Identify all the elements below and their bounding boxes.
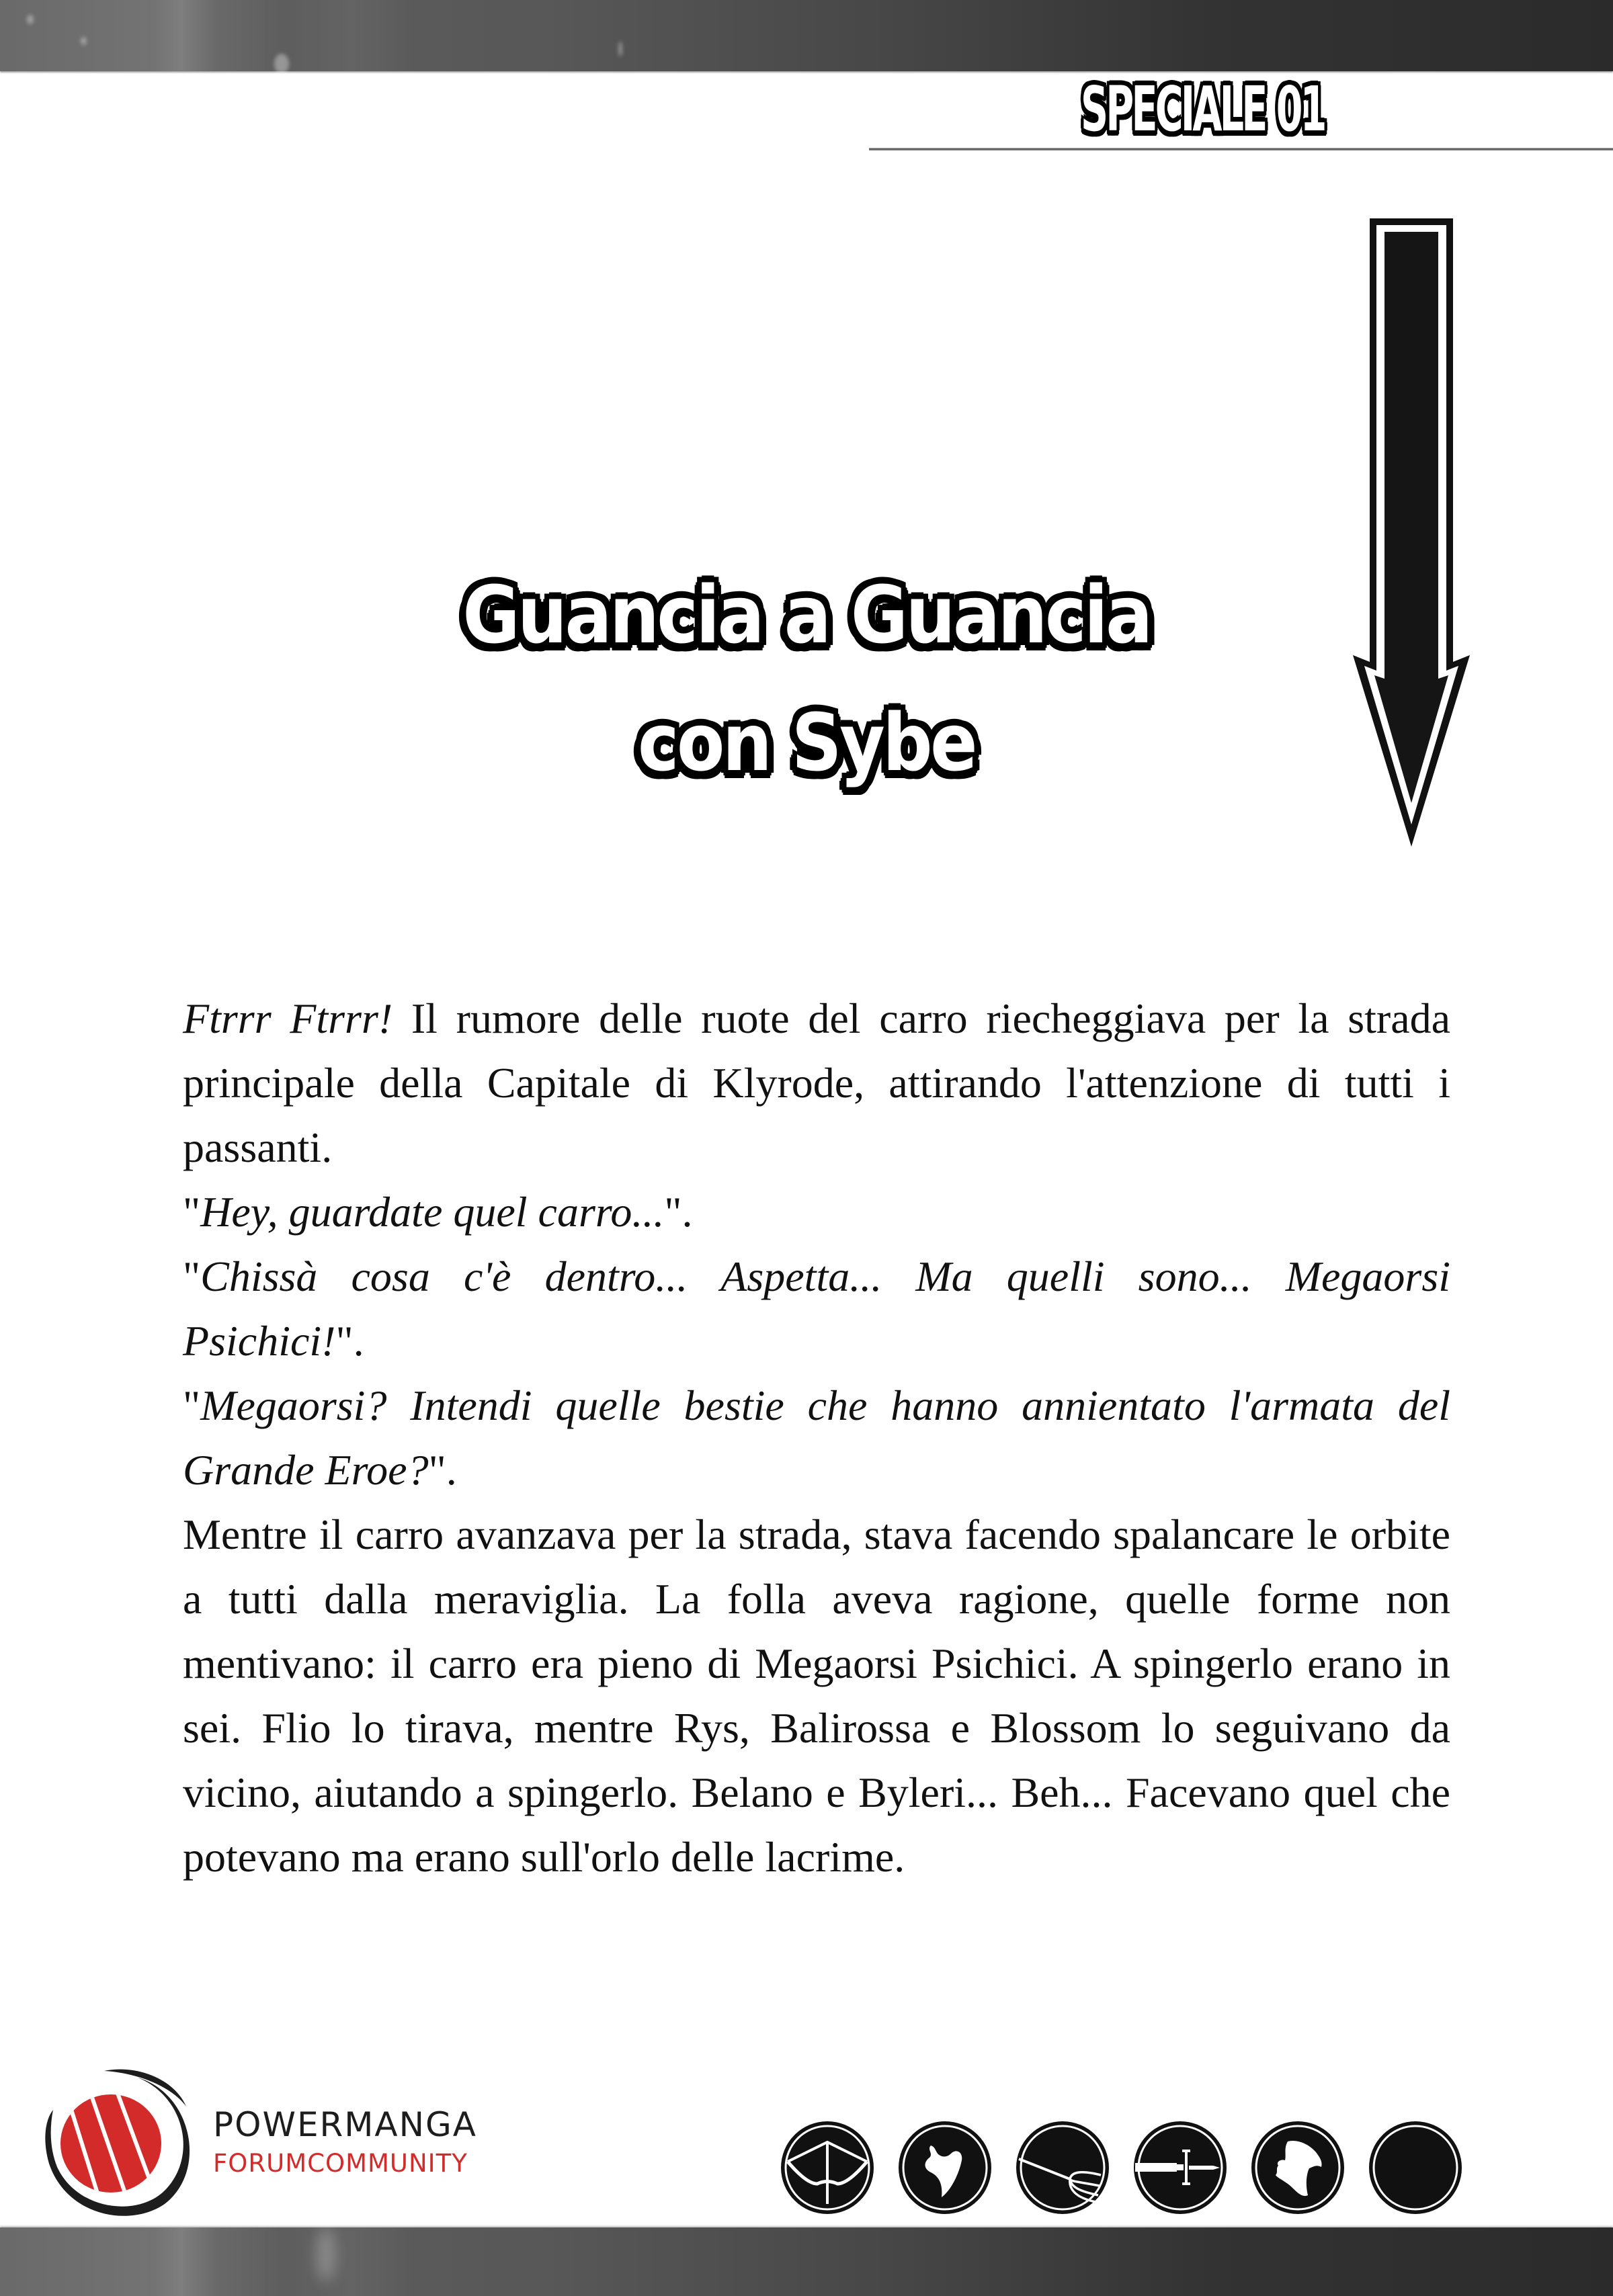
dialogue-text: Hey, guardate quel carro... <box>200 1188 665 1236</box>
quote-mark: ". <box>428 1446 457 1494</box>
dialogue-line <box>183 1244 1450 1373</box>
dialogue-text: Chissà cosa c'è dentro... Aspetta... Ma quelli sono... Megaorsi Psichici! <box>183 1252 1450 1365</box>
banner-speck <box>81 37 87 45</box>
quote-mark: " <box>183 1252 201 1300</box>
story-text <box>183 986 1450 1889</box>
page-title <box>403 551 1210 806</box>
logo-mark-icon <box>37 2056 202 2217</box>
dialogue-line <box>183 1373 1450 1502</box>
top-banner <box>0 0 1613 71</box>
sound-effect: Ftrrr Ftrrr! <box>183 994 393 1042</box>
sword-icon <box>1132 2120 1228 2215</box>
flame-heart-icon <box>897 2120 993 2215</box>
head-silhouette-icon <box>1250 2120 1346 2215</box>
chapter-label: SPECIALE 01 <box>1081 73 1325 145</box>
dialogue-text: Megaorsi? Intendi quelle bestie che hanno annientato l'armata del Grande Eroe? <box>183 1381 1450 1494</box>
pitchfork-icon <box>1015 2120 1110 2215</box>
title-line-2: con Sybe <box>637 696 976 789</box>
logo-brand-text: POWERMANGA <box>213 2105 477 2144</box>
blank-badge-icon <box>1368 2120 1463 2215</box>
banner-speck <box>316 2227 336 2281</box>
logo-sub-text: FORUMCOMMUNITY <box>213 2149 468 2178</box>
bow-arrow-icon <box>780 2120 875 2215</box>
badge-row <box>780 2120 1465 2217</box>
quote-mark: " <box>183 1188 201 1236</box>
banner-speck <box>274 54 289 74</box>
quote-mark: ". <box>664 1188 693 1236</box>
dialogue-line <box>183 1180 1450 1244</box>
powermanga-logo <box>37 2056 521 2217</box>
header-divider <box>869 148 1613 151</box>
bottom-banner <box>0 2227 1613 2296</box>
title-line-1: Guancia a Guancia <box>462 568 1151 661</box>
banner-speck <box>27 15 34 24</box>
banner-speck <box>618 42 622 56</box>
quote-mark: " <box>183 1381 201 1429</box>
paragraph-text: Il rumore delle ruote del carro riecheggiava per la strada principale della Capitale di Klyrode, attirando l'attenzione di tutti i passanti. <box>183 994 1451 1171</box>
quote-mark: ". <box>335 1317 364 1365</box>
down-arrow-icon <box>1351 212 1472 850</box>
paragraph <box>183 986 1450 1180</box>
paragraph: Mentre il carro avanzava per la strada, stava facendo spalancare le orbite a tutti dalla meraviglia. La folla aveva ragione, quelle forme non mentivano: il carro era pieno di Megaorsi Psichici. A spingerlo erano in sei. Flio lo tirava, mentre Rys, Balirossa e Blossom lo seguivano da vicino, aiutando a spingerlo. Belano e Byleri... Beh... Facevano quel che potevano ma erano sull'orlo delle lacrime. <box>183 1511 1450 1881</box>
